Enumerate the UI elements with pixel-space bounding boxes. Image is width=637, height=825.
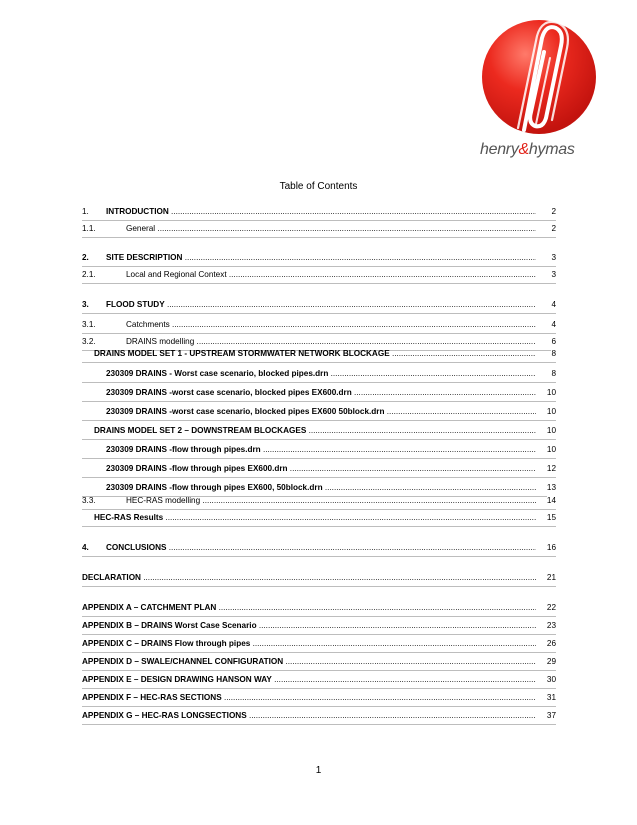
toc-entry[interactable] [82,654,556,671]
toc-entry-page: 21 [547,570,556,586]
toc-entry-title: APPENDIX D – SWALE/CHANNEL CONFIGURATION ..... [82,654,536,670]
toc-entry[interactable] [82,600,556,617]
toc-entry-title: 230309 DRAINS - Worst case scenario, blocked pipes.drn ..... [106,366,536,382]
toc-entry-page: 3 [551,250,556,266]
toc-entry-title: 230309 DRAINS -flow through pipes.drn ..... [106,442,536,458]
toc-entry-title: APPENDIX G – HEC-RAS LONGSECTIONS ..... [82,708,536,724]
toc-entry-page: 8 [551,366,556,382]
toc-entry[interactable] [82,442,556,459]
toc-entry-page: 22 [547,600,556,616]
toc-entry-page: 15 [547,510,556,526]
toc-entry-page: 4 [551,317,556,333]
toc-entry-page: 14 [547,493,556,509]
toc-entry[interactable] [82,404,556,421]
toc-entry-page: 31 [547,690,556,706]
toc-entry-page: 13 [547,480,556,496]
toc-entry-title: SITE DESCRIPTION ..... [106,250,536,266]
toc-entry-title: APPENDIX E – DESIGN DRAWING HANSON WAY ..... [82,672,536,688]
toc-entry[interactable] [82,461,556,478]
toc-entry[interactable] [82,346,556,363]
toc-entry[interactable] [82,672,556,689]
toc-entry-page: 10 [547,442,556,458]
toc-entry-page: 2 [551,204,556,220]
toc-entry[interactable] [82,493,556,510]
toc-entry-page: 10 [547,385,556,401]
toc-entry-page: 37 [547,708,556,724]
toc-entry-title: HEC-RAS Results ..... [94,510,536,526]
toc-entry-number: 1. [82,207,89,216]
toc-entry-page: 2 [551,221,556,237]
toc-entry-number: 3.2. [82,337,96,346]
toc-entry-page: 26 [547,636,556,652]
toc-entry-page: 30 [547,672,556,688]
toc-entry-title: FLOOD STUDY ..... [106,297,536,313]
toc-entry-number: 3.1. [82,320,96,329]
toc-entry[interactable] [82,570,556,587]
toc-entry[interactable] [82,385,556,402]
toc-entry-number: 4. [82,543,89,552]
toc-entry-title: 230309 DRAINS -worst case scenario, blocked pipes EX600 50block.drn ..... [106,404,536,420]
toc-entry-page: 10 [547,423,556,439]
toc-entry-title: 230309 DRAINS -worst case scenario, blocked pipes EX600.drn ..... [106,385,536,401]
toc-entry[interactable] [82,297,556,314]
toc-entry-title: 230309 DRAINS -flow through pipes EX600, 50block.drn ..... [106,480,536,496]
toc-entry-title: DECLARATION ..... [82,570,536,586]
paperclip-circle-logo-icon [480,18,598,136]
toc-entry-page: 3 [551,267,556,283]
toc-entry-number: 3. [82,300,89,309]
toc-entry-title: APPENDIX C – DRAINS Flow through pipes ..... [82,636,536,652]
toc-entry[interactable] [82,221,556,238]
toc-entry-page: 12 [547,461,556,477]
toc-entry-title: APPENDIX F – HEC-RAS SECTIONS ..... [82,690,536,706]
toc-entry-title: 230309 DRAINS -flow through pipes EX600.drn ..... [106,461,536,477]
toc-entry-title: Local and Regional Context ..... [126,267,536,283]
toc-entry-page: 10 [547,404,556,420]
toc-entry[interactable] [82,317,556,334]
toc-entry[interactable] [82,204,556,221]
toc-title: Table of Contents [279,181,358,192]
toc-entry-title: HEC-RAS modelling ..... [126,493,536,509]
toc-entry-number: 2. [82,253,89,262]
toc-entry-number: 3.3. [82,496,96,505]
toc-entry-title: APPENDIX A – CATCHMENT PLAN ..... [82,600,536,616]
toc-entry-title: Catchments ..... [126,317,536,333]
toc-entry[interactable] [82,690,556,707]
toc-entry-title: INTRODUCTION ..... [106,204,536,220]
toc-entry[interactable] [82,618,556,635]
toc-entry-title: CONCLUSIONS ..... [106,540,536,556]
page-number: 1 [315,765,322,776]
toc-entry-page: 6 [551,334,556,350]
toc-entry[interactable] [82,540,556,557]
toc-entry-title: APPENDIX B – DRAINS Worst Case Scenario ..... [82,618,536,634]
toc-entry-page: 16 [547,540,556,556]
toc-entry-number: 1.1. [82,224,96,233]
toc-entry-page: 23 [547,618,556,634]
toc-entry-title: DRAINS MODEL SET 2 – DOWNSTREAM BLOCKAGES ..... [94,423,536,439]
toc-entry-number: 2.1. [82,270,96,279]
toc-entry[interactable] [82,267,556,284]
toc-entry[interactable] [82,366,556,383]
toc-entry-title: General ..... [126,221,536,237]
brand-name: henry&hymas [480,141,575,158]
toc-entry-page: 8 [551,346,556,362]
toc-entry-title: DRAINS modelling ..... [126,334,536,350]
toc-entry[interactable] [82,250,556,267]
toc-entry[interactable] [82,636,556,653]
toc-entry[interactable] [82,510,556,527]
toc-entry[interactable] [82,423,556,440]
toc-entry[interactable] [82,708,556,725]
toc-entry-page: 4 [551,297,556,313]
toc-entry-title: DRAINS MODEL SET 1 - UPSTREAM STORMWATER NETWORK BLOCKAGE ..... [94,346,536,362]
toc-entry-page: 29 [547,654,556,670]
